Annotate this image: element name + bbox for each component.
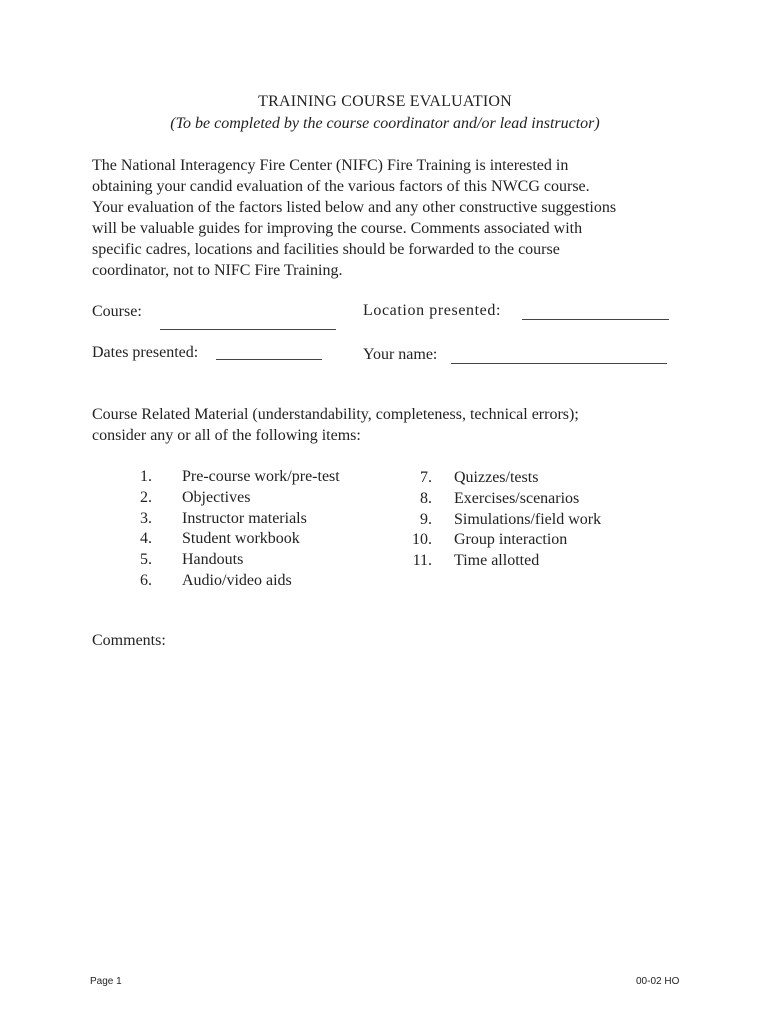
- item-number: 1.: [140, 468, 152, 485]
- footer-form-code: 00-02 HO: [636, 976, 680, 987]
- item-number: 5.: [140, 551, 152, 569]
- list-item: [392, 490, 652, 511]
- item-text: Pre-course work/pre-test: [182, 468, 340, 485]
- item-number: 8.: [420, 489, 432, 507]
- list-item: [112, 530, 372, 551]
- dates-label: Dates presented:: [92, 344, 199, 361]
- item-number: 4.: [140, 530, 152, 548]
- item-number: 3.: [140, 509, 152, 527]
- location-field: [363, 302, 501, 320]
- item-text: Simulations/field work: [454, 510, 602, 528]
- item-text: Audio/video aids: [182, 571, 292, 589]
- intro-line: will be valuable guides for improving the course. Comments associated with: [92, 220, 583, 237]
- course-input-line[interactable]: [160, 328, 336, 330]
- list-item: [112, 572, 372, 593]
- item-text: Quizzes/tests: [454, 469, 539, 486]
- list-item: [392, 511, 652, 532]
- item-text: Student workbook: [182, 530, 300, 548]
- list-item: [112, 551, 372, 572]
- item-number: 2.: [140, 488, 152, 506]
- location-input-line[interactable]: [522, 318, 669, 320]
- item-number: 6.: [140, 571, 152, 589]
- item-number: 11.: [412, 552, 432, 570]
- intro-line: Your evaluation of the factors listed below and any other constructive suggestions: [92, 199, 617, 216]
- list-item: [392, 469, 652, 490]
- item-number: 7.: [420, 469, 432, 486]
- page-subtitle: (To be completed by the course coordinator and/or lead instructor): [170, 115, 600, 132]
- intro-line: obtaining your candid evaluation of the various factors of this NWCG course.: [92, 178, 590, 195]
- item-text: Time allotted: [454, 552, 540, 570]
- items-list-left: [112, 468, 372, 593]
- item-number: 10.: [412, 531, 432, 549]
- item-text: Group interaction: [454, 531, 568, 549]
- section-line: Course Related Material (understandability, completeness, technical errors);: [92, 406, 579, 423]
- list-item: [392, 531, 652, 552]
- items-list-right: [392, 469, 652, 573]
- intro-line: specific cadres, locations and facilities should be forwarded to the course: [92, 241, 560, 258]
- intro-paragraph: [92, 155, 682, 281]
- page-title: TRAINING COURSE EVALUATION: [258, 93, 512, 110]
- item-text: Exercises/scenarios: [454, 489, 580, 507]
- comments-label: Comments:: [92, 632, 166, 649]
- footer-page-number: Page 1: [90, 976, 122, 987]
- list-item: [112, 468, 372, 489]
- name-input-line[interactable]: [451, 362, 667, 364]
- item-text: Handouts: [182, 551, 244, 569]
- dates-input-line[interactable]: [216, 358, 322, 360]
- list-item: [392, 552, 652, 573]
- name-label: Your name:: [363, 346, 438, 363]
- item-text: Instructor materials: [182, 509, 307, 527]
- intro-line: The National Interagency Fire Center (NIFC) Fire Training is interested in: [92, 157, 569, 174]
- list-item: [112, 510, 372, 531]
- item-text: Objectives: [182, 488, 251, 506]
- item-number: 9.: [420, 510, 432, 528]
- list-item: [112, 489, 372, 510]
- intro-line: coordinator, not to NIFC Fire Training.: [92, 262, 343, 279]
- section-intro: [92, 404, 692, 446]
- location-label: Location presented:: [363, 302, 502, 319]
- course-label: Course:: [92, 303, 142, 320]
- section-line: consider any or all of the following items:: [92, 427, 361, 444]
